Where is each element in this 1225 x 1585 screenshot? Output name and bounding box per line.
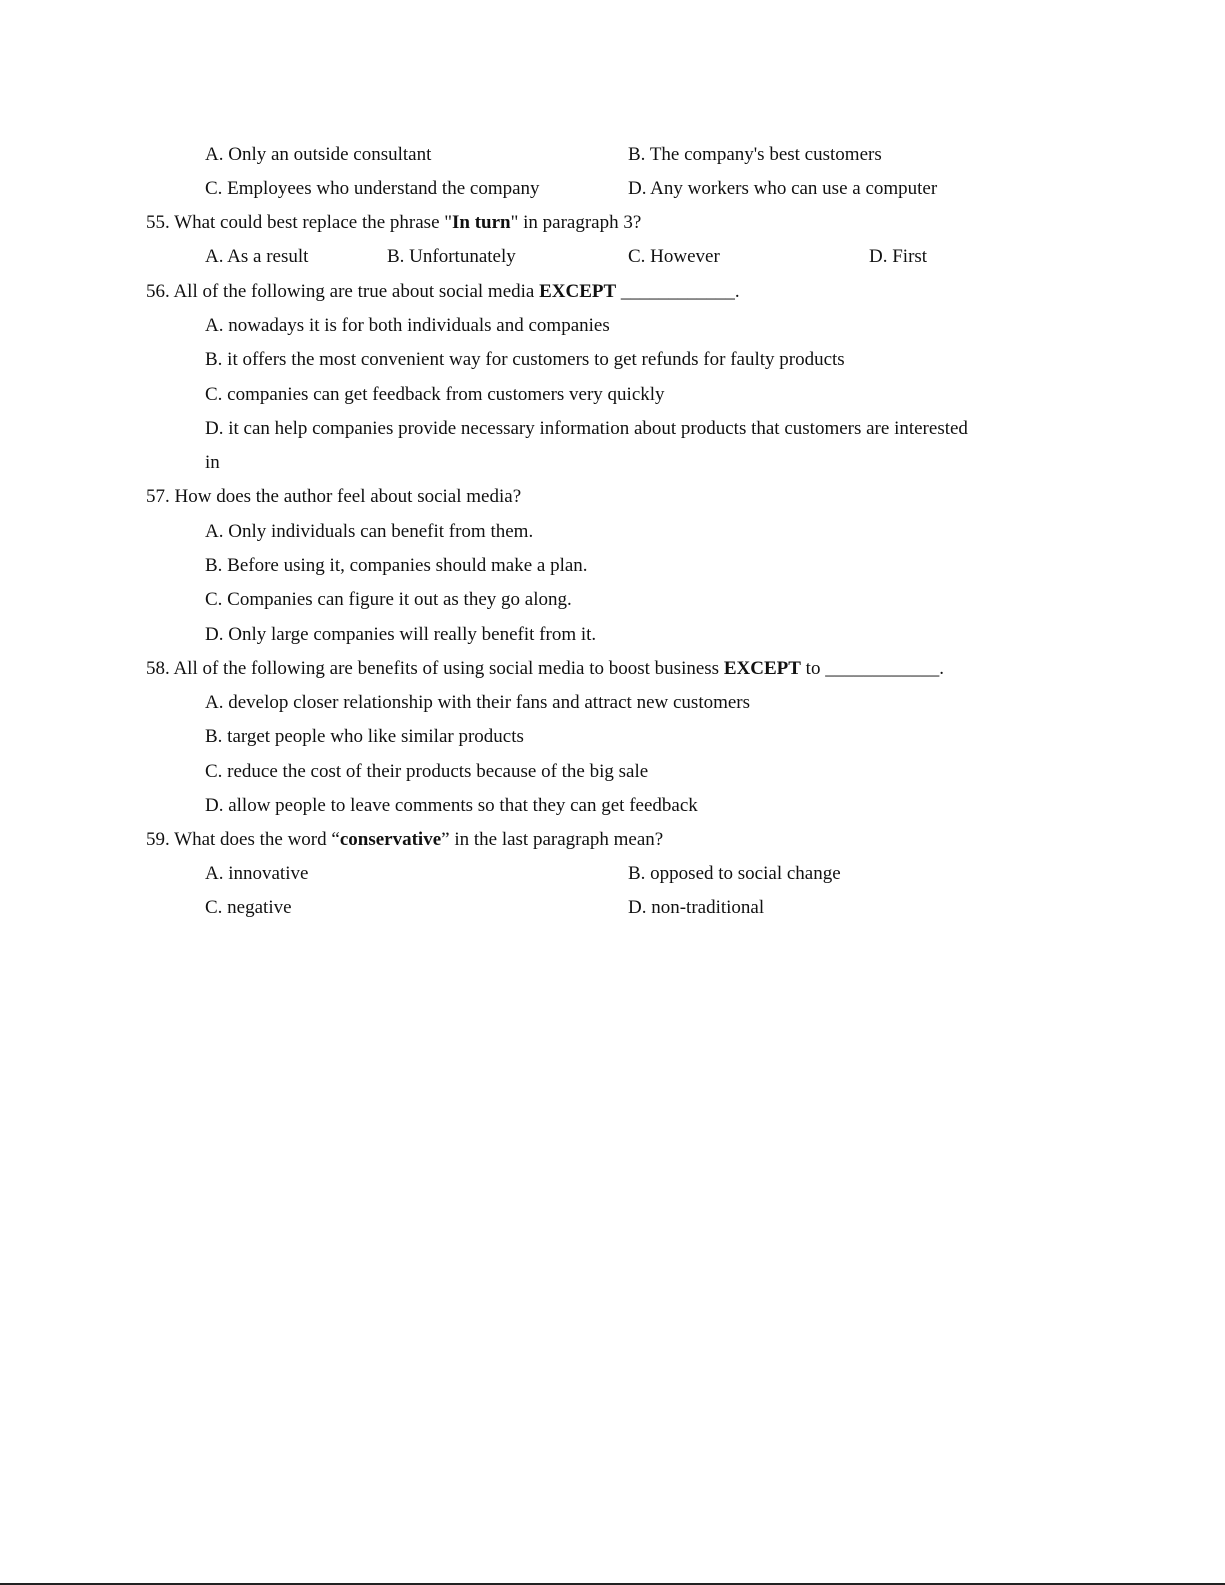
q56-option-c: C. companies can get feedback from customers very quickly: [205, 384, 665, 405]
q59-question: [146, 825, 663, 855]
q56-option-a: A. nowadays it is for both individuals and companies: [205, 315, 610, 336]
q56-question: [146, 277, 740, 307]
q57-option-c: C. Companies can figure it out as they go along.: [205, 589, 572, 610]
q59-question-pre: 59. What does the word “: [146, 829, 340, 850]
q58-option-d: D. allow people to leave comments so that they can get feedback: [205, 795, 698, 816]
q59-option-c: C. negative: [205, 897, 292, 918]
q58-option-a: A. develop closer relationship with their fans and attract new customers: [205, 692, 751, 713]
q56-question-pre: 56. All of the following are true about social media: [146, 281, 540, 302]
q55-option-a: A. As a result: [205, 246, 309, 267]
q58-question: [146, 654, 944, 684]
q59-option-b: B. opposed to social change: [628, 863, 841, 884]
q57-option-d: D. Only large companies will really benefit from it.: [205, 624, 597, 645]
q56-option-d-line1: D. it can help companies provide necessary information about products that customers are interested: [205, 418, 968, 439]
q58-question-post: to ____________.: [800, 658, 944, 679]
q59-option-d: D. non-traditional: [628, 897, 765, 918]
q56-option-d-line2: in: [205, 452, 220, 473]
q58-question-pre: 58. All of the following are benefits of using social media to boost business: [146, 658, 724, 679]
q54-option-c: C. Employees who understand the company: [205, 178, 540, 199]
q56-question-bold: EXCEPT: [539, 281, 617, 302]
q59-question-bold: conservative: [339, 829, 442, 850]
q59-option-a: A. innovative: [205, 863, 309, 884]
q55-option-d: D. First: [869, 246, 928, 267]
q55-option-c: C. However: [628, 246, 720, 267]
q57-option-b: B. Before using it, companies should make a plan.: [205, 555, 588, 576]
q55-question-bold: In turn: [452, 212, 511, 233]
q55-option-b: B. Unfortunately: [387, 246, 516, 267]
q56-question-post: ____________.: [616, 281, 740, 302]
q58-question-bold: EXCEPT: [723, 658, 801, 679]
q54-option-d: D. Any workers who can use a computer: [628, 178, 938, 199]
q55-question-pre: 55. What could best replace the phrase ": [146, 212, 453, 233]
q56-option-b: B. it offers the most convenient way for customers to get refunds for faulty products: [205, 349, 845, 370]
q58-option-b: B. target people who like similar products: [205, 726, 524, 747]
q57-option-a: A. Only individuals can benefit from them.: [205, 521, 534, 542]
q58-option-c: C. reduce the cost of their products because of the big sale: [205, 761, 649, 782]
q54-option-b: B. The company's best customers: [628, 144, 882, 165]
q55-question-post: " in paragraph 3?: [510, 212, 642, 233]
q57-question: 57. How does the author feel about social media?: [146, 486, 522, 507]
q54-option-a: A. Only an outside consultant: [205, 144, 432, 165]
q55-question: [146, 208, 641, 238]
q59-question-post: ” in the last paragraph mean?: [441, 829, 664, 850]
